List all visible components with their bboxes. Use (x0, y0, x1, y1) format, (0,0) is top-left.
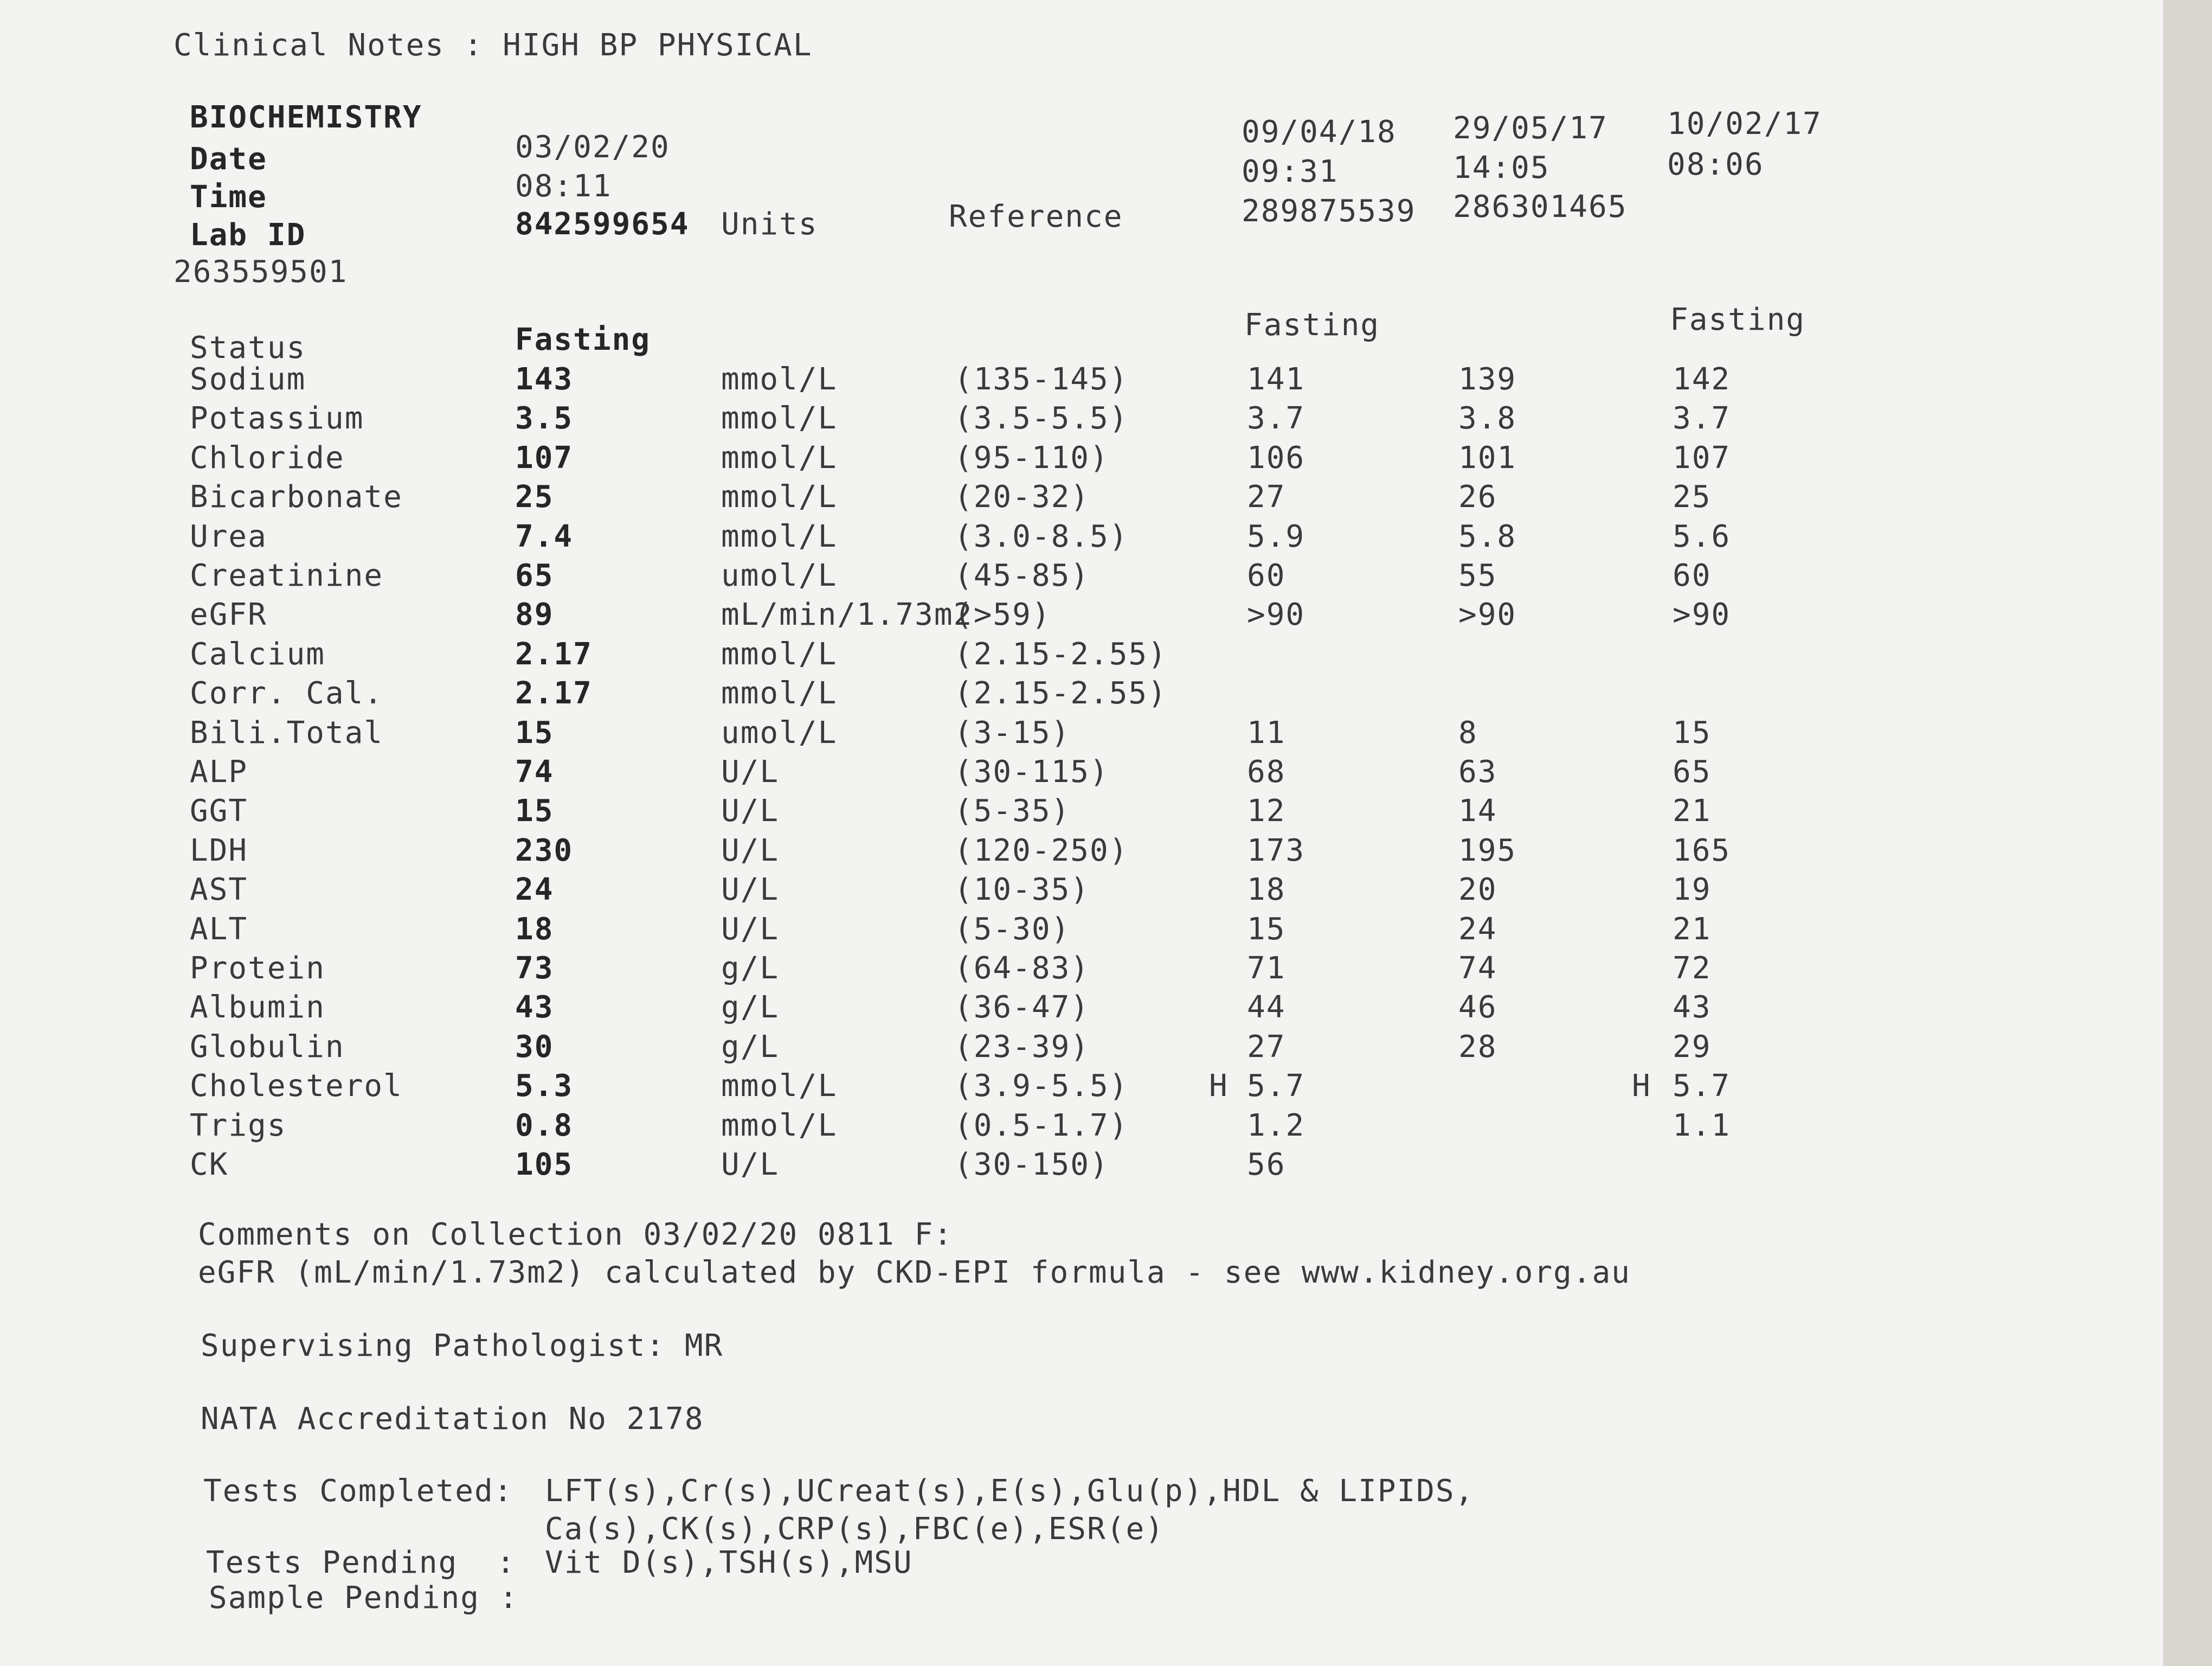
result-value: 105 (515, 1147, 574, 1182)
result-row (0, 912, 1952, 951)
result-ref: (10-35) (954, 872, 1090, 908)
result-unit: umol/L (721, 715, 838, 751)
result-history-3: 19 (1673, 872, 1712, 908)
result-value: 15 (515, 715, 554, 751)
result-history-3: 15 (1673, 715, 1712, 751)
result-unit: g/L (721, 951, 780, 986)
result-value: 143 (515, 362, 574, 397)
result-history-1: 60 (1247, 558, 1286, 593)
result-history-2: 63 (1458, 754, 1497, 790)
result-history-1: 44 (1247, 990, 1286, 1026)
result-row (0, 520, 1952, 559)
current-time: 08:11 (515, 169, 612, 204)
result-history-2: 195 (1458, 832, 1517, 868)
result-history-1: 27 (1247, 1029, 1286, 1065)
units-header: Units (721, 207, 818, 242)
result-history-2: 74 (1458, 951, 1497, 986)
result-history-1: 3.7 (1247, 401, 1306, 437)
result-value: 73 (515, 951, 554, 986)
result-history-3: 21 (1673, 793, 1712, 829)
result-unit: U/L (721, 911, 780, 947)
history-3-status: Fasting (1670, 302, 1806, 337)
result-unit: mmol/L (721, 1107, 838, 1143)
result-unit: U/L (721, 1147, 780, 1182)
result-name: Urea (190, 518, 267, 554)
result-history-3: 29 (1673, 1029, 1712, 1065)
result-row (0, 755, 1952, 794)
result-ref: (120-250) (954, 832, 1129, 868)
result-value: 15 (515, 793, 554, 829)
result-history-2: 55 (1458, 558, 1497, 593)
result-row (0, 480, 1952, 519)
result-row (0, 401, 1952, 440)
result-value: 89 (515, 597, 554, 633)
result-history-2: >90 (1458, 597, 1517, 633)
result-name: Cholesterol (190, 1068, 403, 1104)
result-history-2: 46 (1458, 990, 1497, 1026)
result-history-2: 8 (1458, 715, 1478, 751)
result-row (0, 676, 1952, 715)
result-ref: (0.5-1.7) (954, 1107, 1129, 1143)
result-history-2: 3.8 (1458, 401, 1517, 437)
result-unit: mmol/L (721, 676, 838, 712)
status-label: Status (190, 330, 306, 366)
result-history-1: 106 (1247, 440, 1306, 476)
result-name: LDH (190, 832, 248, 868)
result-unit: mmol/L (721, 636, 838, 672)
result-history-1: 1.2 (1247, 1107, 1306, 1143)
lab-id-label: Lab ID (190, 217, 306, 253)
result-history-3: 65 (1673, 754, 1712, 790)
result-history-1: 68 (1247, 754, 1286, 790)
result-unit: mmol/L (721, 440, 838, 476)
result-history-3: 43 (1673, 990, 1712, 1026)
result-name: ALT (190, 911, 248, 947)
history-2-date: 29/05/17 (1453, 111, 1608, 146)
history-3-date: 10/02/17 (1667, 106, 1822, 142)
tests-completed-line-2: Ca(s),CK(s),CRP(s),FBC(e),ESR(e) (545, 1511, 1165, 1547)
result-value: 5.3 (515, 1068, 574, 1104)
result-history-1: 71 (1247, 951, 1286, 986)
result-value: 2.17 (515, 636, 593, 672)
result-ref: (3.0-8.5) (954, 518, 1129, 554)
result-name: AST (190, 872, 248, 908)
result-value: 18 (515, 911, 554, 947)
result-ref: (30-150) (954, 1147, 1109, 1182)
result-ref: (3.5-5.5) (954, 401, 1129, 437)
result-name: Sodium (190, 362, 306, 397)
result-row (0, 990, 1952, 1029)
result-value: 230 (515, 832, 574, 868)
result-unit: U/L (721, 872, 780, 908)
result-name: Chloride (190, 440, 345, 476)
result-history-1: 27 (1247, 479, 1286, 515)
result-row (0, 637, 1952, 676)
result-name: GGT (190, 793, 248, 829)
result-ref: (30-115) (954, 754, 1109, 790)
current-status: Fasting (515, 322, 651, 357)
result-row (0, 716, 1952, 755)
result-value: 24 (515, 872, 554, 908)
result-row (0, 1069, 1952, 1108)
history-1-date: 09/04/18 (1242, 114, 1397, 150)
nata-accreditation: NATA Accreditation No 2178 (201, 1401, 704, 1437)
result-value: 7.4 (515, 518, 574, 554)
result-ref: (36-47) (954, 990, 1090, 1026)
result-unit: mmol/L (721, 479, 838, 515)
tests-completed-line-1: LFT(s),Cr(s),UCreat(s),E(s),Glu(p),HDL & LIPIDS, (545, 1473, 1475, 1509)
result-history-3: 107 (1673, 440, 1731, 476)
result-row (0, 1148, 1952, 1187)
result-name: Calcium (190, 636, 326, 672)
result-row (0, 834, 1952, 873)
result-row (0, 1030, 1952, 1069)
result-history-1: 12 (1247, 793, 1286, 829)
result-unit: mmol/L (721, 518, 838, 554)
result-row (0, 873, 1952, 912)
result-name: Potassium (190, 401, 364, 437)
result-name: Bili.Total (190, 715, 384, 751)
result-history-2: 28 (1458, 1029, 1497, 1065)
tests-completed-label: Tests Completed: (203, 1473, 513, 1509)
result-history-1: 56 (1247, 1147, 1286, 1182)
result-ref: (2.15-2.55) (954, 636, 1167, 672)
result-row (0, 362, 1952, 401)
result-value: 3.5 (515, 401, 574, 437)
result-ref: (>59) (954, 597, 1051, 633)
result-unit: g/L (721, 990, 780, 1026)
result-ref: (3-15) (954, 715, 1071, 751)
result-value: 65 (515, 558, 554, 593)
result-value: 30 (515, 1029, 554, 1065)
result-history-2: 5.8 (1458, 518, 1517, 554)
result-name: Albumin (190, 990, 326, 1026)
result-history-2: 20 (1458, 872, 1497, 908)
result-history-3: 5.7 (1673, 1068, 1731, 1104)
result-unit: mmol/L (721, 401, 838, 437)
result-name: CK (190, 1147, 229, 1182)
result-history-2: 24 (1458, 911, 1497, 947)
result-ref: (3.9-5.5) (954, 1068, 1129, 1104)
result-history-3: 60 (1673, 558, 1712, 593)
history-2-time: 14:05 (1453, 150, 1550, 185)
result-name: Trigs (190, 1107, 287, 1143)
history-1-status: Fasting (1244, 307, 1380, 343)
current-date: 03/02/20 (515, 130, 670, 165)
history-1-time: 09:31 (1242, 154, 1339, 189)
result-unit: U/L (721, 832, 780, 868)
result-ref: (95-110) (954, 440, 1109, 476)
result-history-2: 139 (1458, 362, 1517, 397)
result-history-1: >90 (1247, 597, 1306, 633)
history-1-lab-id: 289875539 (1242, 194, 1416, 229)
time-label: Time (190, 180, 267, 215)
supervising-pathologist: Supervising Pathologist: MR (201, 1328, 724, 1363)
sample-pending-label: Sample Pending : (209, 1580, 519, 1616)
result-name: Creatinine (190, 558, 384, 593)
result-history-3: 21 (1673, 911, 1712, 947)
reference-header: Reference (949, 199, 1123, 234)
result-history-1: 141 (1247, 362, 1306, 397)
result-history-1: 18 (1247, 872, 1286, 908)
result-name: eGFR (190, 597, 267, 633)
result-value: 107 (515, 440, 574, 476)
result-history-2: 14 (1458, 793, 1497, 829)
result-unit: g/L (721, 1029, 780, 1065)
result-name: ALP (190, 754, 248, 790)
result-name: Bicarbonate (190, 479, 403, 515)
result-history-3: >90 (1673, 597, 1731, 633)
comments-line-2: eGFR (mL/min/1.73m2) calculated by CKD-EPI formula - see www.kidney.org.au (198, 1255, 1631, 1290)
result-history-1: 173 (1247, 832, 1306, 868)
result-history-3: 5.6 (1673, 518, 1731, 554)
history-3-time: 08:06 (1667, 147, 1764, 182)
result-value: 25 (515, 479, 554, 515)
result-ref: (45-85) (954, 558, 1090, 593)
result-ref: (23-39) (954, 1029, 1090, 1065)
extra-id: 263559501 (173, 254, 348, 290)
result-value: 2.17 (515, 676, 593, 712)
result-unit: mL/min/1.73m2 (721, 597, 973, 633)
result-unit: mmol/L (721, 362, 838, 397)
comments-line-1: Comments on Collection 03/02/20 0811 F: (198, 1217, 953, 1252)
current-lab-id: 842599654 (515, 207, 690, 242)
clinical-notes: Clinical Notes : HIGH BP PHYSICAL (173, 28, 813, 63)
result-flag1: H (1209, 1068, 1229, 1104)
result-name: Globulin (190, 1029, 345, 1065)
result-history-3: 165 (1673, 832, 1731, 868)
date-label: Date (190, 142, 267, 177)
section-title: BIOCHEMISTRY (190, 100, 422, 135)
result-row (0, 794, 1952, 833)
result-history-3: 3.7 (1673, 401, 1731, 437)
result-ref: (135-145) (954, 362, 1129, 397)
result-history-1: 5.7 (1247, 1068, 1306, 1104)
result-ref: (2.15-2.55) (954, 676, 1167, 712)
result-name: Corr. Cal. (190, 676, 384, 712)
result-unit: umol/L (721, 558, 838, 593)
history-2-lab-id: 286301465 (1453, 189, 1628, 225)
result-history-2: 26 (1458, 479, 1497, 515)
result-value: 43 (515, 990, 554, 1026)
result-history-2: 101 (1458, 440, 1517, 476)
result-value: 74 (515, 754, 554, 790)
result-history-3: 142 (1673, 362, 1731, 397)
tests-pending-value: Vit D(s),TSH(s),MSU (545, 1545, 913, 1580)
result-history-3: 25 (1673, 479, 1712, 515)
result-history-1: 15 (1247, 911, 1286, 947)
result-unit: U/L (721, 793, 780, 829)
result-row (0, 1108, 1952, 1148)
result-unit: mmol/L (721, 1068, 838, 1104)
result-ref: (20-32) (954, 479, 1090, 515)
result-history-3: 1.1 (1673, 1107, 1731, 1143)
result-ref: (64-83) (954, 951, 1090, 986)
result-row (0, 441, 1952, 480)
result-row (0, 559, 1952, 598)
result-ref: (5-30) (954, 911, 1071, 947)
result-history-1: 11 (1247, 715, 1286, 751)
result-value: 0.8 (515, 1107, 574, 1143)
result-name: Protein (190, 951, 326, 986)
result-history-3: 72 (1673, 951, 1712, 986)
result-flag3: H (1632, 1068, 1651, 1104)
result-row (0, 951, 1952, 990)
result-row (0, 598, 1952, 637)
result-unit: U/L (721, 754, 780, 790)
result-history-1: 5.9 (1247, 518, 1306, 554)
tests-pending-label: Tests Pending : (206, 1545, 516, 1580)
table-surface (2163, 0, 2212, 1666)
result-ref: (5-35) (954, 793, 1071, 829)
